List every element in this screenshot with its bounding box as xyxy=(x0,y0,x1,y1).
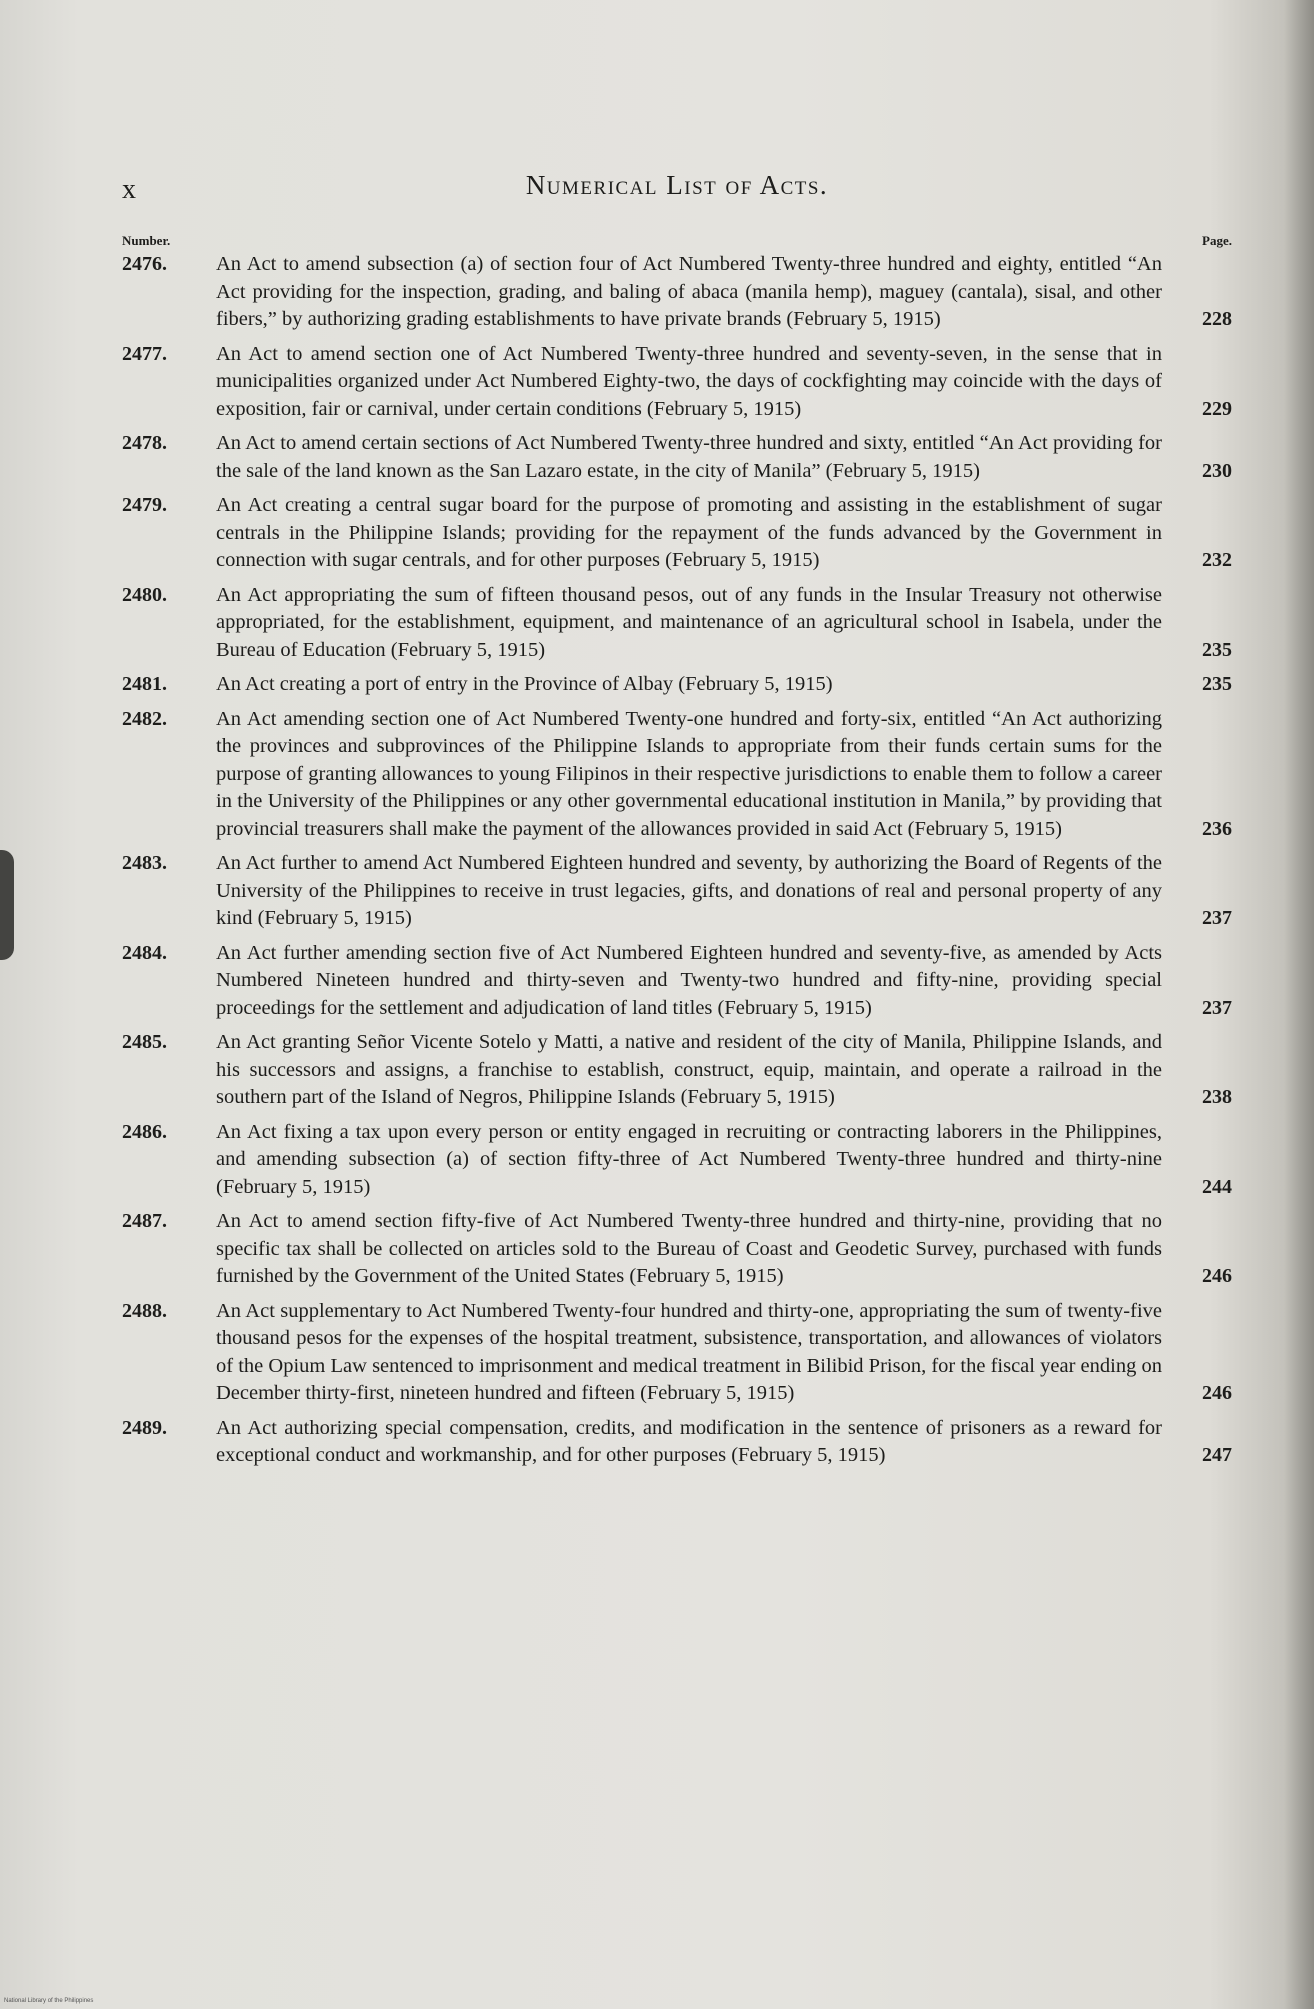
act-description: An Act creating a central sugar board for the purpose of promoting and assisting in the establishment of sugar centrals in the Philippine Islands; providing for the repayment of the funds advanced by the Government in connection with sugar centrals, and for other purposes (February 5, 1915) xyxy=(216,494,1162,571)
act-number: 2482. xyxy=(122,707,167,730)
number-column-heading: Number. xyxy=(122,233,171,248)
act-description: An Act to amend section fifty-five of Act Numbered Twenty-three hundred and thirty-nine, providing that no specific tax shall be collected on articles sold to the Bureau of Coast and Geodetic Survey, purchased with funds furnished by the Government of the United States (February 5, 1915) xyxy=(216,1210,1162,1287)
page-header xyxy=(122,170,1232,210)
act-number: 2487. xyxy=(122,1210,167,1232)
act-entry xyxy=(122,850,1232,933)
act-number: 2489. xyxy=(122,1416,167,1439)
act-number: 2478. xyxy=(122,432,167,454)
act-entry xyxy=(122,492,1232,575)
act-entry xyxy=(122,1298,1232,1408)
act-entry xyxy=(122,430,1232,485)
act-description: An Act to amend subsection (a) of section four of Act Numbered Twenty-three hundred and eighty, entitled “An Act providing for the inspection, grading, and baling of abaca (manila hemp), maguey (cantala), sisal, and other fibers,” by authorizing grading establishments to have private brands (February 5, 1915) xyxy=(216,253,1162,330)
act-page-reference: 236 xyxy=(1202,817,1232,840)
act-page-reference: 238 xyxy=(1202,1086,1232,1108)
binding-mark xyxy=(0,850,14,960)
act-page-reference: 247 xyxy=(1202,1444,1232,1466)
page-column-heading: Page. xyxy=(1202,233,1232,248)
act-number: 2484. xyxy=(122,941,167,964)
acts-list xyxy=(122,251,1232,1477)
act-page-reference: 237 xyxy=(1202,907,1232,929)
act-entry xyxy=(122,1208,1232,1291)
act-number: 2488. xyxy=(122,1299,167,1322)
act-page-reference: 235 xyxy=(1202,673,1232,695)
act-entry xyxy=(122,341,1232,424)
act-number: 2477. xyxy=(122,342,167,365)
act-page-reference: 244 xyxy=(1202,1175,1232,1198)
act-description: An Act further to amend Act Numbered Eighteen hundred and seventy, by authorizing the Board of Regents of the University of the Philippines to receive in trust legacies, gifts, and donations of real and personal property of any kind (February 5, 1915) xyxy=(216,852,1162,929)
act-entry xyxy=(122,1029,1232,1112)
act-description: An Act to amend certain sections of Act Numbered Twenty-three hundred and sixty, entitled “An Act providing for the sale of the land known as the San Lazaro estate, in the city of Manila” (February 5, 1915) xyxy=(216,432,1162,482)
running-title: Numerical List of Acts. xyxy=(525,170,829,200)
act-number: 2479. xyxy=(122,494,167,516)
act-page-reference: 246 xyxy=(1202,1382,1232,1404)
act-page-reference: 237 xyxy=(1202,996,1232,1019)
act-description: An Act further amending section five of Act Numbered Eighteen hundred and seventy-five, as amended by Acts Numbered Nineteen hundred and thirty-seven and Twenty-two hundred and fifty-nine, providing special proceedings for the settlement and adjudication of land titles (February 5, 1915) xyxy=(216,941,1162,1019)
act-description: An Act supplementary to Act Numbered Twenty-four hundred and thirty-one, appropriating the sum of twenty-five thousand pesos for the expenses of the hospital treatment, subsistence, transportation, and allowances of violators of the Opium Law sentenced to imprisonment and medical treatment in Bilibid Prison, for the fiscal year ending on December thirty-first, nineteen hundred and fifteen (February 5, 1915) xyxy=(216,1299,1162,1404)
act-number: 2480. xyxy=(122,583,167,606)
act-entry xyxy=(122,1119,1232,1202)
act-description: An Act to amend section one of Act Numbered Twenty-three hundred and seventy-seven, in the sense that in municipalities organized under Act Numbered Eighty-two, the days of cockfighting may coincide with the days of exposition, fair or carnival, under certain conditions (February 5, 1915) xyxy=(216,342,1162,420)
act-page-reference: 228 xyxy=(1202,308,1232,330)
act-page-reference: 229 xyxy=(1202,397,1232,420)
act-description: An Act authorizing special compensation, credits, and modification in the sentence of prisoners as a reward for exceptional conduct and workmanship, and for other purposes (February 5, 1915) xyxy=(216,1416,1162,1466)
act-description: An Act appropriating the sum of fifteen thousand pesos, out of any funds in the Insular Treasury not otherwise appropriated, for the establishment, equipment, and maintenance of an agricultural school in Isabela, under the Bureau of Education (February 5, 1915) xyxy=(216,583,1162,661)
act-page-reference: 246 xyxy=(1202,1265,1232,1287)
act-number: 2485. xyxy=(122,1031,167,1053)
act-entry xyxy=(122,1415,1232,1470)
act-entry xyxy=(122,706,1232,844)
column-headings xyxy=(122,233,1232,253)
page-folio: x xyxy=(122,174,137,205)
act-number: 2476. xyxy=(122,253,167,275)
act-page-reference: 232 xyxy=(1202,549,1232,571)
act-entry xyxy=(122,582,1232,665)
act-description: An Act granting Señor Vicente Sotelo y Matti, a native and resident of the city of Manila, Philippine Islands, and his successors and assigns, a franchise to establish, construct, equip, maintain, and operate a railroad in the southern part of the Island of Negros, Philippine Islands (February 5, 1915) xyxy=(216,1031,1162,1108)
act-entry xyxy=(122,251,1232,334)
act-number: 2481. xyxy=(122,673,167,695)
act-page-reference: 235 xyxy=(1202,638,1232,661)
act-description: An Act amending section one of Act Numbered Twenty-one hundred and forty-six, entitled “An Act authorizing the provinces and subprovinces of the Philippine Islands to appropriate from their funds certain sums for the purpose of granting allowances to young Filipinos in their respective jurisdictions to enable them to follow a career in the University of the Philippines or any other governmental educational institution in Manila,” by providing that provincial treasurers shall make the payment of the allowances provided in said Act (February 5, 1915) xyxy=(216,707,1162,840)
footer-note: National Library of the Philippines xyxy=(4,1998,94,2004)
act-description: An Act fixing a tax upon every person or entity engaged in recruiting or contracting laborers in the Philippines, and amending subsection (a) of section fifty-three of Act Numbered Twenty-three hundred and thirty-nine (February 5, 1915) xyxy=(216,1120,1162,1198)
act-entry xyxy=(122,671,1232,699)
act-description: An Act creating a port of entry in the Province of Albay (February 5, 1915) xyxy=(216,673,833,695)
act-page-reference: 230 xyxy=(1202,459,1232,482)
page-edge-shadow xyxy=(1284,0,1314,2009)
act-number: 2483. xyxy=(122,852,167,874)
act-entry xyxy=(122,940,1232,1023)
act-number: 2486. xyxy=(122,1120,167,1143)
